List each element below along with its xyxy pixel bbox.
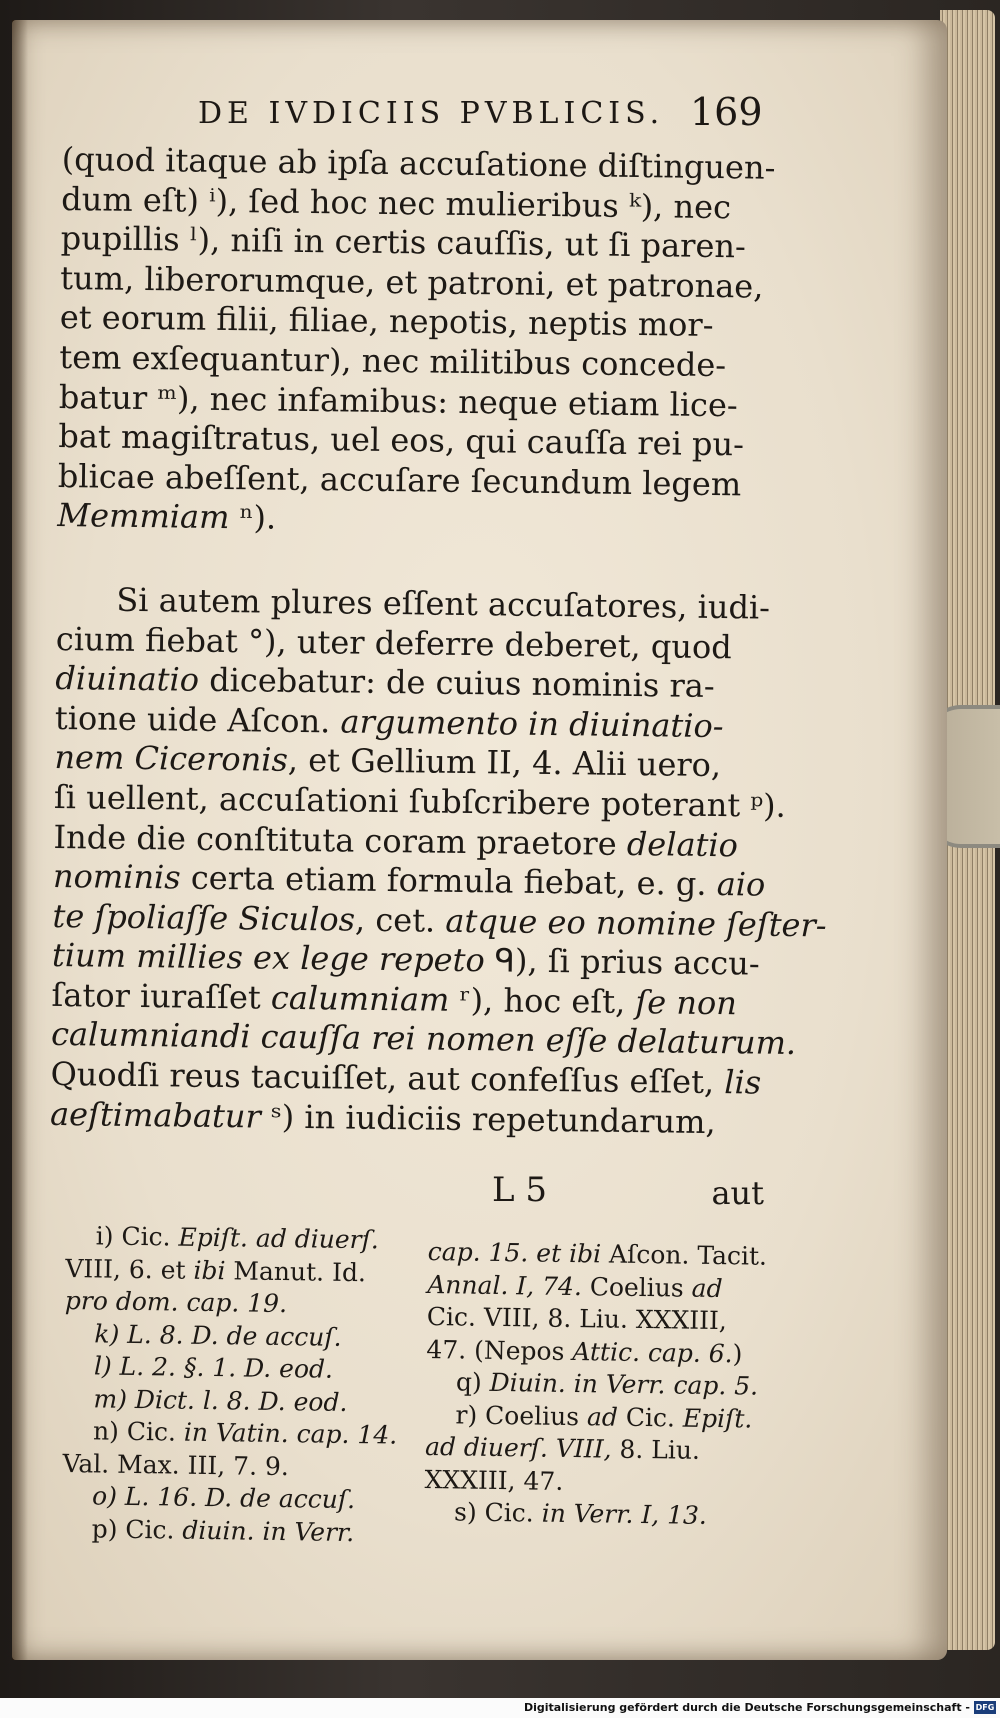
footnote-line: XXXIII, 47. xyxy=(424,1464,564,1496)
text-line: (quod itaque ab ipſa accuſatione diſtinguen- xyxy=(61,140,776,187)
spine-shadow xyxy=(12,20,28,1660)
text-span: 47. (Nepos xyxy=(426,1334,573,1366)
footnote-line: Val. Max. III, 7. 9. xyxy=(62,1448,290,1481)
text-span: Inde die conſtituta coram praetore xyxy=(53,817,628,863)
text-span: tione uide Aſcon. xyxy=(54,698,341,741)
italic-span: cap. 15. et ibi xyxy=(427,1236,602,1269)
text-span: ſator iuraſſet xyxy=(51,975,272,1017)
text-line: ſi uellent, accuſationi ſubſcribere poterant ᵖ). xyxy=(53,777,787,825)
footnote-line xyxy=(426,1366,766,1403)
text-line: tem exſequantur), nec militibus concede- xyxy=(59,337,727,385)
footnote-line xyxy=(426,1333,766,1370)
funding-credit: Digitalisierung gefördert durch die Deutsche Forschungsgemeinschaft - xyxy=(523,1701,970,1714)
italic-span: ad xyxy=(691,1273,723,1303)
footnote-line xyxy=(61,1512,421,1550)
text-span: Cic. xyxy=(617,1402,684,1433)
signature-mark: L 5 xyxy=(492,1170,548,1210)
italic-span: ibi xyxy=(193,1255,226,1285)
page-number: 169 xyxy=(690,90,763,134)
footnotes-left-column xyxy=(61,1220,426,1550)
running-head: DE IVDICIIS PVBLICIS. xyxy=(198,96,665,131)
text-line xyxy=(57,496,757,544)
paragraph-2 xyxy=(49,580,827,1143)
italic-span: delatio xyxy=(626,824,739,864)
footnote-line xyxy=(428,1236,768,1273)
text-span: ᑫ), ſi prius accu- xyxy=(484,941,760,983)
text-line: cium fiebat °), uter deferre deberet, quod xyxy=(55,619,732,666)
text-span: , cet. xyxy=(354,900,446,940)
text-span: n) Cic. xyxy=(92,1416,185,1447)
footnote-line xyxy=(424,1496,764,1533)
italic-span: atque eo nomine ſeſter- xyxy=(445,901,827,945)
text-line: batur ᵐ), nec infamibus: neque etiam lice- xyxy=(58,377,738,424)
text-span: r) Coelius xyxy=(455,1399,588,1431)
italic-span: pro dom. cap. 19. xyxy=(64,1285,288,1319)
catchword: aut xyxy=(711,1174,764,1212)
italic-span: lis xyxy=(724,1063,762,1102)
text-span: ˢ) in iudiciis repetundarum, xyxy=(260,1097,716,1141)
text-span: dicebatur: de cuius nominis ra- xyxy=(198,660,715,706)
text-span: Quodſi reus tacuiſſet, aut confeſſus eſſet, xyxy=(50,1054,725,1102)
main-text xyxy=(49,140,827,1143)
text-line: pupillis ˡ), niſi in certis cauſſis, ut ſi paren- xyxy=(60,219,747,266)
footnote-line: Cic. VIII, 8. Liu. XXXIII, xyxy=(426,1301,728,1336)
text-span: s) Cic. xyxy=(453,1497,542,1528)
italic-span: Annal. I, 74. xyxy=(427,1269,583,1301)
italic-span: tium millies ex lege repeto xyxy=(51,936,485,980)
italic-span: nem Ciceronis xyxy=(54,738,289,780)
text-line: Si autem plures eſſent accuſatores, iudi- xyxy=(116,580,771,627)
italic-span: calumniam xyxy=(270,978,450,1019)
signature-row xyxy=(62,1170,762,1214)
text-span: i) Cic. xyxy=(95,1221,179,1252)
text-span: q) xyxy=(455,1367,490,1397)
footnote-line xyxy=(425,1431,765,1468)
text-line: tum, liberorumque, et patroni, et patronae, xyxy=(60,258,764,306)
footnote-line: o) L. 16. D. de accuſ. xyxy=(91,1481,356,1515)
italic-span: aio xyxy=(716,865,766,904)
text-span: Aſcon. Tacit. xyxy=(600,1239,768,1271)
text-span: ⁿ). xyxy=(229,498,277,537)
italic-span: calumniandi cauſſa rei nomen eſſe delaturum. xyxy=(50,1015,797,1063)
italic-span: Epiſt. xyxy=(682,1403,753,1434)
italic-span: te ſpoliaſſe Siculos xyxy=(52,896,356,939)
italic-span: in Vatin. cap. 14. xyxy=(183,1417,398,1450)
dfg-logo: DFG xyxy=(975,1703,995,1712)
footnote-line xyxy=(63,1415,423,1453)
italic-span: diuinatio xyxy=(55,659,200,699)
italic-span: argumento in diuinatio- xyxy=(340,702,724,745)
text-span: 8. Liu. xyxy=(611,1434,701,1465)
italic-span: diuin. in Verr. xyxy=(182,1515,355,1547)
italic-span: Epiſt. ad diuerſ. xyxy=(178,1222,380,1255)
footnote-line: k) L. 8. D. de accuſ. xyxy=(94,1318,342,1352)
italic-span: ad diuerſ. VIII, xyxy=(424,1431,612,1464)
footnote-line xyxy=(65,1252,425,1290)
italic-span: Diuin. in Verr. cap. 5. xyxy=(489,1367,759,1401)
text-span: Manut. Id. xyxy=(225,1255,367,1287)
text-line: et eorum filii, filiae, nepotis, neptis mor- xyxy=(59,298,714,345)
digitization-footer xyxy=(0,1698,1000,1718)
italic-span: nominis xyxy=(52,857,181,897)
text-span: ) xyxy=(732,1338,743,1368)
italic-span: in Verr. I, 13. xyxy=(541,1498,708,1530)
italic-span: Memmiam xyxy=(57,496,230,537)
italic-span: Attic. cap. 6. xyxy=(572,1336,733,1368)
text-span: , et Gellium II, 4. Alii uero, xyxy=(287,741,722,785)
italic-span: ad xyxy=(586,1401,619,1432)
text-line: dum eſt) ⁱ), ſed hoc nec mulieribus ᵏ), nec xyxy=(61,179,732,226)
footnote-line: m) Dict. l. 8. D. eod. xyxy=(93,1383,348,1417)
paragraph-1 xyxy=(57,140,776,544)
footnotes-right-column xyxy=(424,1236,768,1533)
italic-span: ſe non xyxy=(635,982,738,1023)
text-span: Coelius xyxy=(581,1271,692,1303)
footnote-line xyxy=(425,1398,765,1435)
text-line: blicae abeſſent, accuſare ſecundum legem xyxy=(57,456,742,504)
text-line: bat magiſtratus, uel eos, qui cauſſa rei pu- xyxy=(58,417,745,464)
text-span: certa etiam formula fiebat, e. g. xyxy=(180,858,717,904)
text-span: ʳ), hoc eſt, xyxy=(449,980,636,1021)
footnote-line xyxy=(65,1285,425,1323)
italic-span: aeſtimabatur xyxy=(49,1094,262,1136)
text-span: VIII, 6. et xyxy=(65,1253,194,1285)
footnote-line xyxy=(66,1220,426,1258)
footnote-line: l) L. 2. §. 1. D. eod. xyxy=(93,1351,334,1384)
text-span: p) Cic. xyxy=(91,1513,183,1545)
footnote-line xyxy=(427,1268,767,1305)
